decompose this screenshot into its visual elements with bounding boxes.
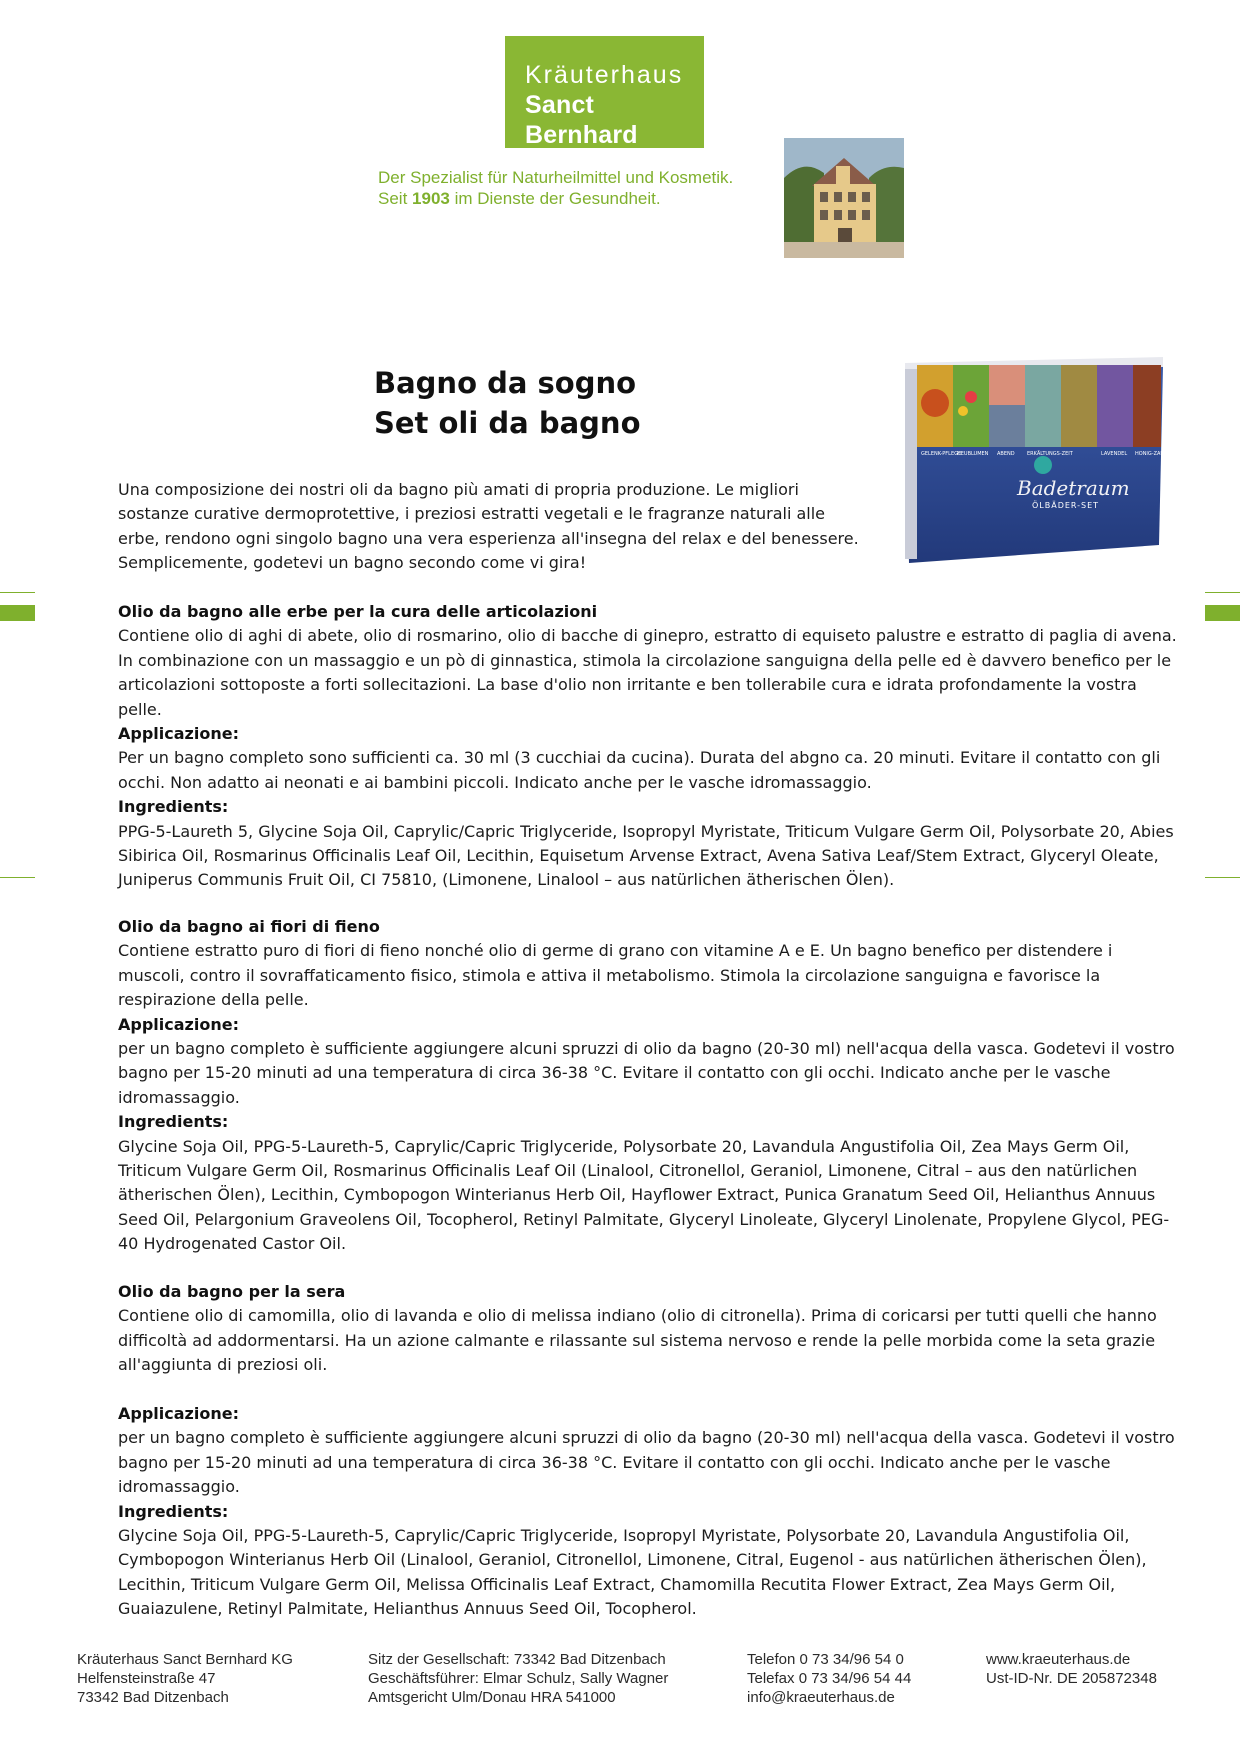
slogan-year: 1903 — [412, 189, 450, 208]
footer-website[interactable]: www.kraeuterhaus.de — [986, 1651, 1131, 1668]
application-text: per un bagno completo è sufficiente aggiungere alcuni spruzzi di olio da bagno (20-30 ml) nell'acqua della vasca. Godetevi il vostro bagno per 15-20 minuti ad una temperatura di circa 36-38 °C. Evitare il contatto con gli occhi. Indicato anche per le vasche idromassaggio. — [118, 1039, 1175, 1107]
footer-company — [77, 1650, 293, 1707]
product-label-3: ABEND — [997, 451, 1015, 457]
brand-line1: Kräuterhaus — [525, 61, 684, 89]
footer-street: Helfensteinstraße 47 — [77, 1670, 216, 1687]
right-margin-line-1 — [1205, 592, 1240, 593]
footer-email[interactable]: info@kraeuterhaus.de — [747, 1689, 895, 1706]
building-photo — [784, 138, 904, 258]
application-label: Applicazione: — [118, 724, 239, 744]
right-margin-marker — [1205, 605, 1240, 621]
footer-seat: Sitz der Gesellschaft: 73342 Bad Ditzenbach — [368, 1651, 666, 1668]
section-heading: Olio da bagno ai fiori di fieno — [118, 917, 380, 936]
product-label-6: HONIG-ZAUBER — [1135, 451, 1175, 457]
ingredients-label: Ingredients: — [118, 797, 229, 817]
ingredients-text: Glycine Soja Oil, PPG-5-Laureth-5, Caprylic/Capric Triglyceride, Isopropyl Myristate, Polysorbate 20, Lavandula Angustifolia Oil, Cymbopogon Winterianus Herb Oil (Linalool, Geraniol, Citronellol, Limonene, Citral, Eugenol - aus natürlichen ätherischen Ölen), Lecithin, Triticum Vulgare Germ Oil, Melissa Officinalis Leaf Extract, Chamomilla Recutita Flower Extract, Zea Mays Germ Oil, Guaiazulene, Retinyl Palmitate, Helianthus Annuus Seed Oil, Tocopherol. — [118, 1526, 1147, 1619]
footer-managers: Geschäftsführer: Elmar Schulz, Sally Wagner — [368, 1670, 669, 1687]
ingredients-text: PPG-5-Laureth 5, Glycine Soja Oil, Caprylic/Capric Triglyceride, Isopropyl Myristate, Triticum Vulgare Germ Oil, Polysorbate 20, Abies Sibirica Oil, Rosmarinus Officinalis Leaf Oil, Lecithin, Equisetum Arvense Extract, Avena Sativa Leaf/Stem Extract, Glyceryl Oleate, Juniperus Communis Fruit Oil, CI 75810, (Limonene, Linalool – aus natürlichen ätherischen Ölen). — [118, 821, 1174, 890]
section-heading: Olio da bagno per la sera — [118, 1282, 346, 1301]
section-hay-flower — [118, 915, 1178, 1257]
left-margin-line-2 — [0, 877, 35, 878]
application-label: Applicazione: — [118, 1014, 239, 1034]
product-script-title: Badetraum — [1017, 476, 1130, 500]
footer-legal — [368, 1650, 668, 1707]
ingredients-label: Ingredients: — [118, 1112, 229, 1132]
footer-vat-id: Ust-ID-Nr. DE 205872348 — [986, 1670, 1157, 1687]
slogan-pre: Seit — [378, 189, 413, 208]
product-box-image — [897, 355, 1175, 575]
footer-register: Amtsgericht Ulm/Donau HRA 541000 — [368, 1689, 616, 1706]
application-text: Per un bagno completo sono sufficienti ca. 30 ml (3 cucchiai da cucina). Durata del abgno ca. 20 minuti. Evitare il contatto con gli occhi. Non adatto ai neonati e ai bambini piccoli. Indicato anche per le vasche idromassaggio. — [118, 748, 1161, 792]
footer-city: 73342 Bad Ditzenbach — [77, 1689, 229, 1706]
section-joint-care — [118, 600, 1178, 893]
application-text: per un bagno completo è sufficiente aggiungere alcuni spruzzi di olio da bagno (20-30 ml) nell'acqua della vasca. Godetevi il vostro bagno per 15-20 minuti ad una temperatura di circa 36-38 °C. Evitare il contatto con gli occhi. Indicato anche per le vasche idromassaggio. — [118, 1428, 1175, 1497]
brand-line2: Sanct Bernhard — [525, 91, 638, 149]
slogan-line2 — [378, 188, 733, 209]
footer-phone: Telefon 0 73 34/96 54 0 — [747, 1651, 904, 1668]
footer-contact — [747, 1650, 911, 1707]
ingredients-label: Ingredients: — [118, 1501, 229, 1521]
left-margin-line-1 — [0, 592, 35, 593]
title-line1: Bagno da sogno — [374, 366, 637, 400]
ingredients-text: Glycine Soja Oil, PPG-5-Laureth-5, Caprylic/Capric Triglyceride, Polysorbate 20, Lavandula Angustifolia Oil, Zea Mays Germ Oil, Triticum Vulgare Germ Oil, Rosmarinus Officinalis Leaf Oil (Linalool, Citronellol, Geraniol, Limonene, Citral – aus den natürlichen ätherischen Ölen), Lecithin, Cymbopogon Winterianus Herb Oil, Hayflower Extract, Punica Granatum Seed Oil, Helianthus Annuus Seed Oil, Pelargonium Graveolens Oil, Tocopherol, Retinyl Palmitate, Glyceryl Linoleate, Glyceryl Linolenate, Propylene Glycol, PEG-40 Hydrogenated Castor Oil. — [118, 1136, 1170, 1254]
product-label-1: GELENK-PFLEGE — [921, 451, 962, 457]
product-label-4: ERKÄLTUNGS-ZEIT — [1027, 451, 1073, 457]
section-heading: Olio da bagno alle erbe per la cura delle articolazioni — [118, 602, 598, 621]
section-description: Contiene olio di aghi di abete, olio di rosmarino, olio di bacche di ginepro, estratto di equiseto palustre e estratto di paglia di avena. In combinazione con un massaggio e un pò di ginnastica, stimola la circolazione sanguigna della pelle ed è davvero benefico per le articolazioni sottoposte a forti sollecitazioni. La base d'olio non irritante e ben tollerabile cura e idrata profondamente la vostra pelle. — [118, 626, 1177, 719]
footer-web — [986, 1650, 1157, 1688]
slogan-line1: Der Spezialist für Naturheilmittel und Kosmetik. — [378, 168, 734, 187]
right-margin-line-2 — [1205, 877, 1240, 878]
intro-paragraph: Una composizione dei nostri oli da bagno più amati di propria produzione. Le migliori sostanze curative dermoprotettive, i preziosi estratti vegetali e le fragranze naturali alle erbe, rendono ogni singolo bagno una vera esperienza all'insegna del relax e del benessere. Semplicemente, godetevi un bagno secondo come vi gira! — [118, 480, 859, 573]
footer-company-name: Kräuterhaus Sanct Bernhard KG — [77, 1651, 293, 1668]
section-evening — [118, 1280, 1178, 1622]
application-label: Applicazione: — [118, 1404, 239, 1424]
product-subtitle: ÖLBÄDER-SET — [1032, 501, 1100, 510]
left-margin-marker — [0, 605, 35, 621]
brand-slogan — [378, 167, 733, 209]
document-title — [374, 363, 641, 443]
product-labels — [921, 450, 1175, 457]
section-description: Contiene estratto puro di fiori di fieno nonché olio di germe di grano con vitamine A e E. Un bagno benefico per distendere i muscoli, contro il sovraffaticamento fisico, stimola e attiva il metabolismo. Stimola la circolazione sanguigna e favorisce la respirazione della pelle. — [118, 941, 1113, 1010]
slogan-post: im Dienste der Gesundheit. — [449, 189, 661, 208]
product-label-5: LAVENDEL — [1101, 451, 1128, 457]
product-label-2: HEUBLUMEN — [957, 451, 989, 457]
section-description: Contiene olio di camomilla, olio di lavanda e olio di melissa indiano (olio di citronella). Prima di coricarsi per tutti quelli che hanno difficoltà ad addormentarsi. Ha un azione calmante e rilassante sul sistema nervoso e rende la pelle morbida come la seta grazie all'aggiunta di preziosi oli. — [118, 1306, 1157, 1375]
title-line2: Set oli da bagno — [374, 406, 641, 440]
footer-fax: Telefax 0 73 34/96 54 44 — [747, 1670, 912, 1687]
brand-logo — [505, 36, 704, 148]
